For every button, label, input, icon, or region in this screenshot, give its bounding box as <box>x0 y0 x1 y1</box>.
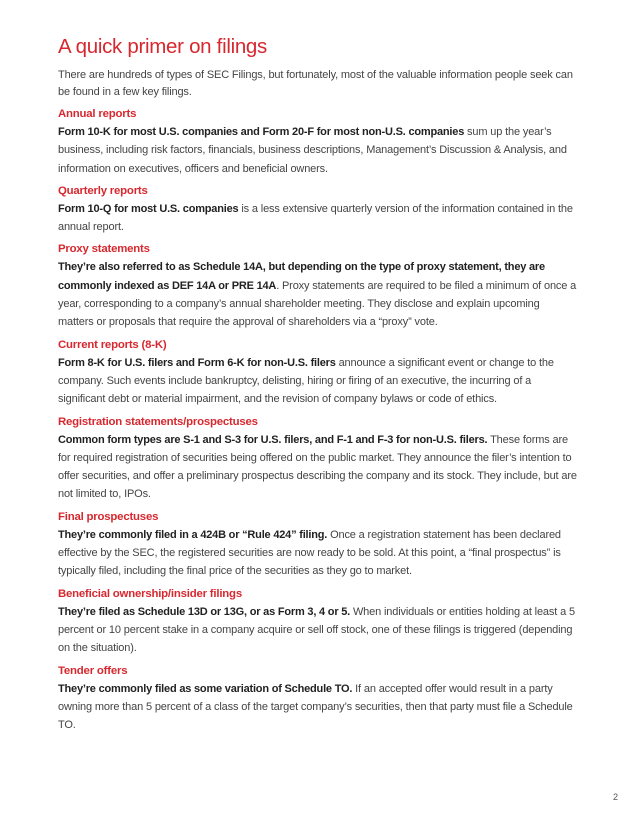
section-text: When individuals or entities holding at least a 5 percent or 10 percent stake in a company acquire or sell off stock, one of these filings is triggered (depending on the situation). <box>58 605 575 655</box>
section-heading: Registration statements/prospectuses <box>58 415 258 428</box>
section-final-prospectuses <box>58 509 578 581</box>
section-text: If an accepted offer would result in a party owning more than 5 percent of a class of the target company’s securities, then that party must file a Schedule TO. <box>58 682 573 732</box>
section-lead: They’re commonly filed as some variation of Schedule TO. <box>58 682 353 695</box>
section-beneficial-ownership <box>58 586 578 658</box>
section-text: Once a registration statement has been declared effective by the SEC, the registered securities are now ready to be sold. At this point, a “final prospectus” is typically filed, including the final price of the securities as they go to market. <box>58 528 561 578</box>
intro-paragraph: There are hundreds of types of SEC Filings, but fortunately, most of the valuable information people seek can be found in a few key filings. <box>58 69 573 98</box>
section-body <box>58 603 578 658</box>
section-current-reports <box>58 337 578 409</box>
section-annual-reports <box>58 106 578 178</box>
section-text: sum up the year’s business, including risk factors, financials, business descriptions, Management’s Discussion & Analysis, and information on executives, officers and beneficial owners. <box>58 126 567 175</box>
section-lead: Common form types are S-1 and S-3 for U.S. filers, and F-1 and F-3 for non-U.S. filers. <box>58 433 488 446</box>
section-heading: Current reports (8-K) <box>58 338 167 351</box>
section-lead: Form 8-K for U.S. filers and Form 6-K for non-U.S. filers <box>58 356 336 369</box>
section-body <box>58 258 578 331</box>
page-number: 2 <box>612 792 618 802</box>
section-proxy-statements <box>58 241 578 331</box>
section-body <box>58 431 578 504</box>
section-registration-statements <box>58 414 578 504</box>
section-lead: They’re also referred to as Schedule 14A, but depending on the type of proxy statement, they are commonly indexed as DEF 14A or PRE 14A <box>58 261 545 292</box>
section-body <box>58 680 578 735</box>
section-lead: They’re commonly filed in a 424B or “Rule 424” filing. <box>58 528 328 541</box>
section-lead: Form 10-Q for most U.S. companies <box>58 202 239 215</box>
section-text: announce a significant event or change to the company. Such events include bankruptcy, delisting, hiring or firing of an executive, the incurring of a significant debt or material impairment, and the revision of company bylaws or code of ethics. <box>58 356 554 406</box>
section-body <box>58 354 578 409</box>
section-body <box>58 200 578 237</box>
section-heading: Annual reports <box>58 108 137 120</box>
page-content <box>58 34 578 739</box>
section-body <box>58 123 578 178</box>
section-text: is a less extensive quarterly version of the information contained in the annual report. <box>58 202 573 234</box>
section-heading: Beneficial ownership/insider filings <box>58 587 242 600</box>
section-tender-offers <box>58 663 578 735</box>
section-text: . Proxy statements are required to be filed a minimum of once a year, corresponding to a company’s annual shareholder meeting. They disclose and explain upcoming matters or proposals that require the approval of shareholders via a “proxy” vote. <box>58 279 577 329</box>
section-heading: Quarterly reports <box>58 184 148 197</box>
section-heading: Final prospectuses <box>58 510 159 523</box>
section-lead: Form 10-K for most U.S. companies and Form 20-F for most non-U.S. companies <box>58 126 465 138</box>
section-text: These forms are for required registration of securities being offered on the public market. They announce the filer’s intention to offer securities, and offer a preliminary prospectus describing the company and its stock. They include, but are not limited to, IPOs. <box>58 433 577 501</box>
section-heading: Tender offers <box>58 664 128 677</box>
section-quarterly-reports <box>58 183 578 237</box>
section-lead: They’re filed as Schedule 13D or 13G, or as Form 3, 4 or 5. <box>58 605 351 618</box>
section-body <box>58 526 578 581</box>
page-title: A quick primer on filings <box>58 35 267 58</box>
section-heading: Proxy statements <box>58 243 150 256</box>
